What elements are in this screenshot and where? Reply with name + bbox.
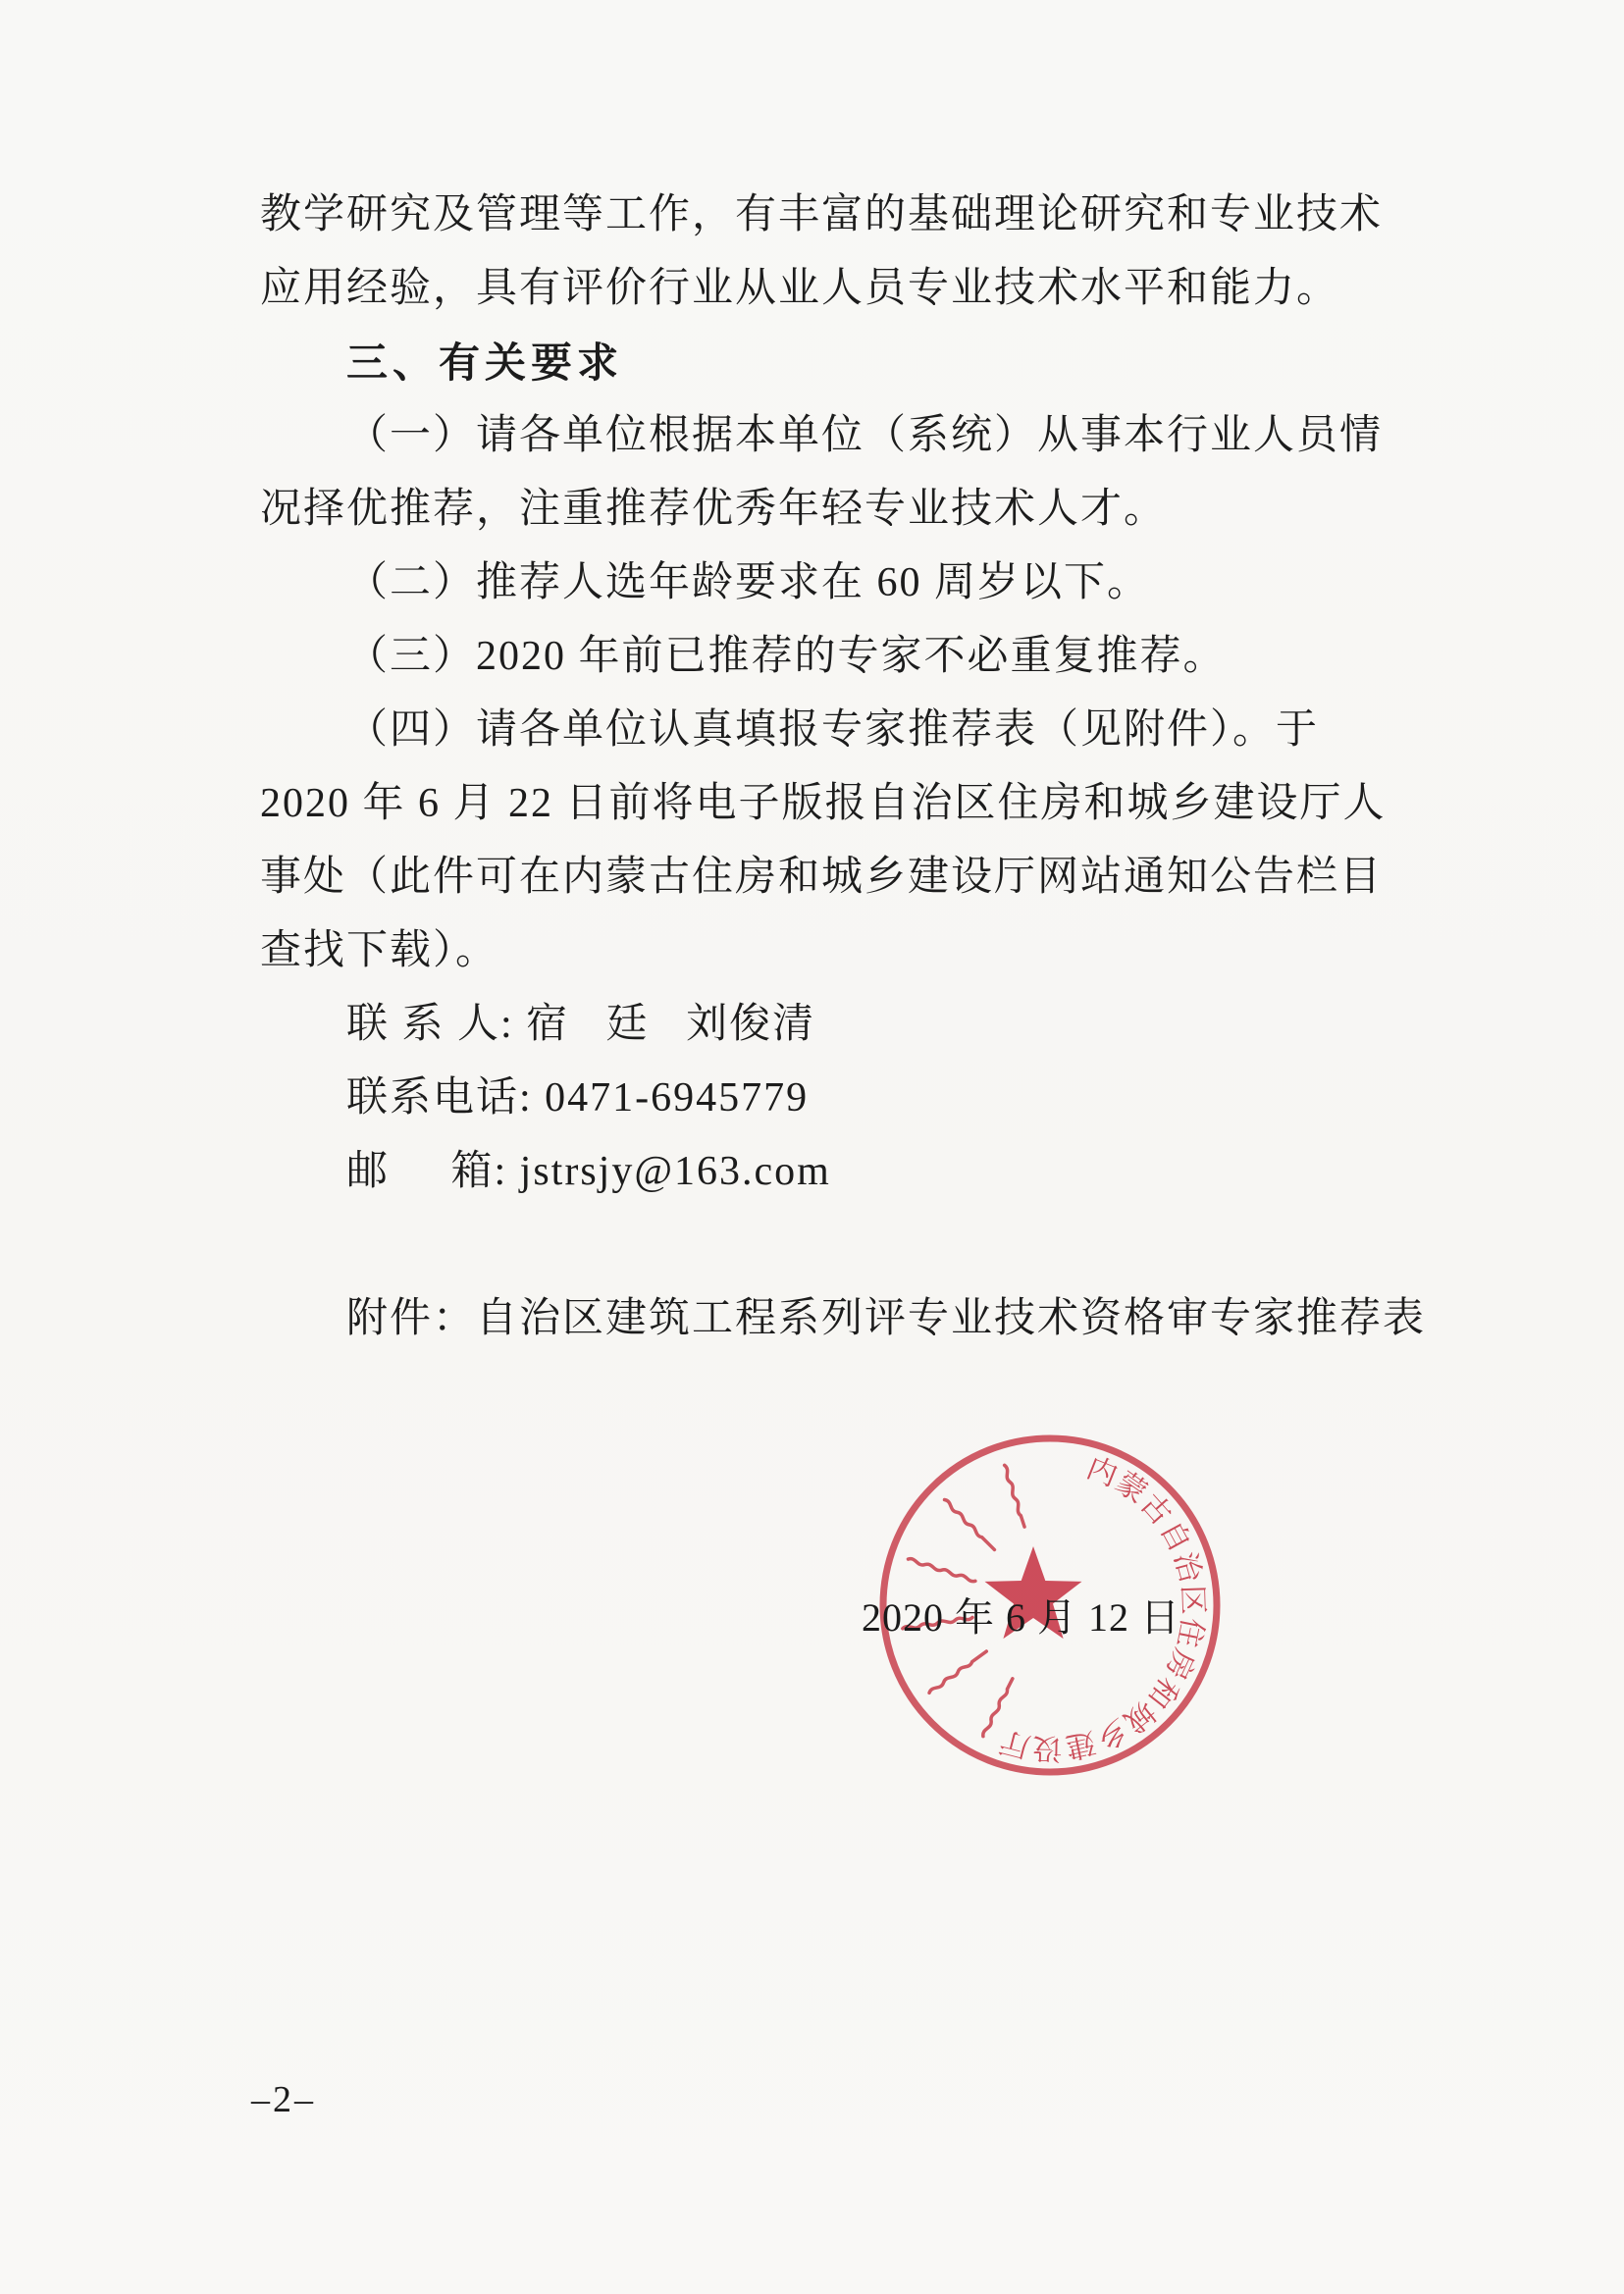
blank-line [260,1209,1384,1282]
seal-text: 内蒙古自治区住房和城乡建设厅 [995,1451,1210,1765]
attachment-line: 附件：自治区建筑工程系列评专业技术资格审专家推荐表 [346,1296,1427,1341]
body-line: 查找下载）。 [260,928,499,973]
body-line: 事处（此件可在内蒙古住房和城乡建设厅网站通知公告栏目 [260,855,1384,900]
contact-person: 联 系 人: 宿 廷 刘俊清 [346,1002,816,1047]
body-line: （四）请各单位认真填报专家推荐表（见附件）。于 [346,707,1320,753]
body-line: 应用经验，具有评价行业从业人员专业技术水平和能力。 [260,266,1340,311]
contact-email: 邮 箱: jstrsjy@163.com [346,1149,831,1194]
body-line: 教学研究及管理等工作，有丰富的基础理论研究和专业技术 [260,192,1384,237]
body-line: 况择优推荐，注重推荐优秀年轻专业技术人才。 [260,487,1168,532]
contact-phone: 联系电话: 0471-6945779 [346,1075,810,1121]
page-number: –2– [251,2079,316,2120]
body-line: 2020 年 6 月 22 日前将电子版报自治区住房和城乡建设厅人 [260,781,1387,826]
body-line: （二）推荐人选年龄要求在 60 周岁以下。 [346,560,1151,605]
body-line: （三）2020 年前已推荐的专家不必重复推荐。 [346,634,1227,679]
body-line: （一）请各单位根据本单位（系统）从事本行业人员情 [346,413,1384,458]
issue-date: 2020 年 6 月 12 日 [862,1595,1180,1640]
body-text [260,179,1427,1356]
section-heading: 三、有关要求 [346,339,624,386]
